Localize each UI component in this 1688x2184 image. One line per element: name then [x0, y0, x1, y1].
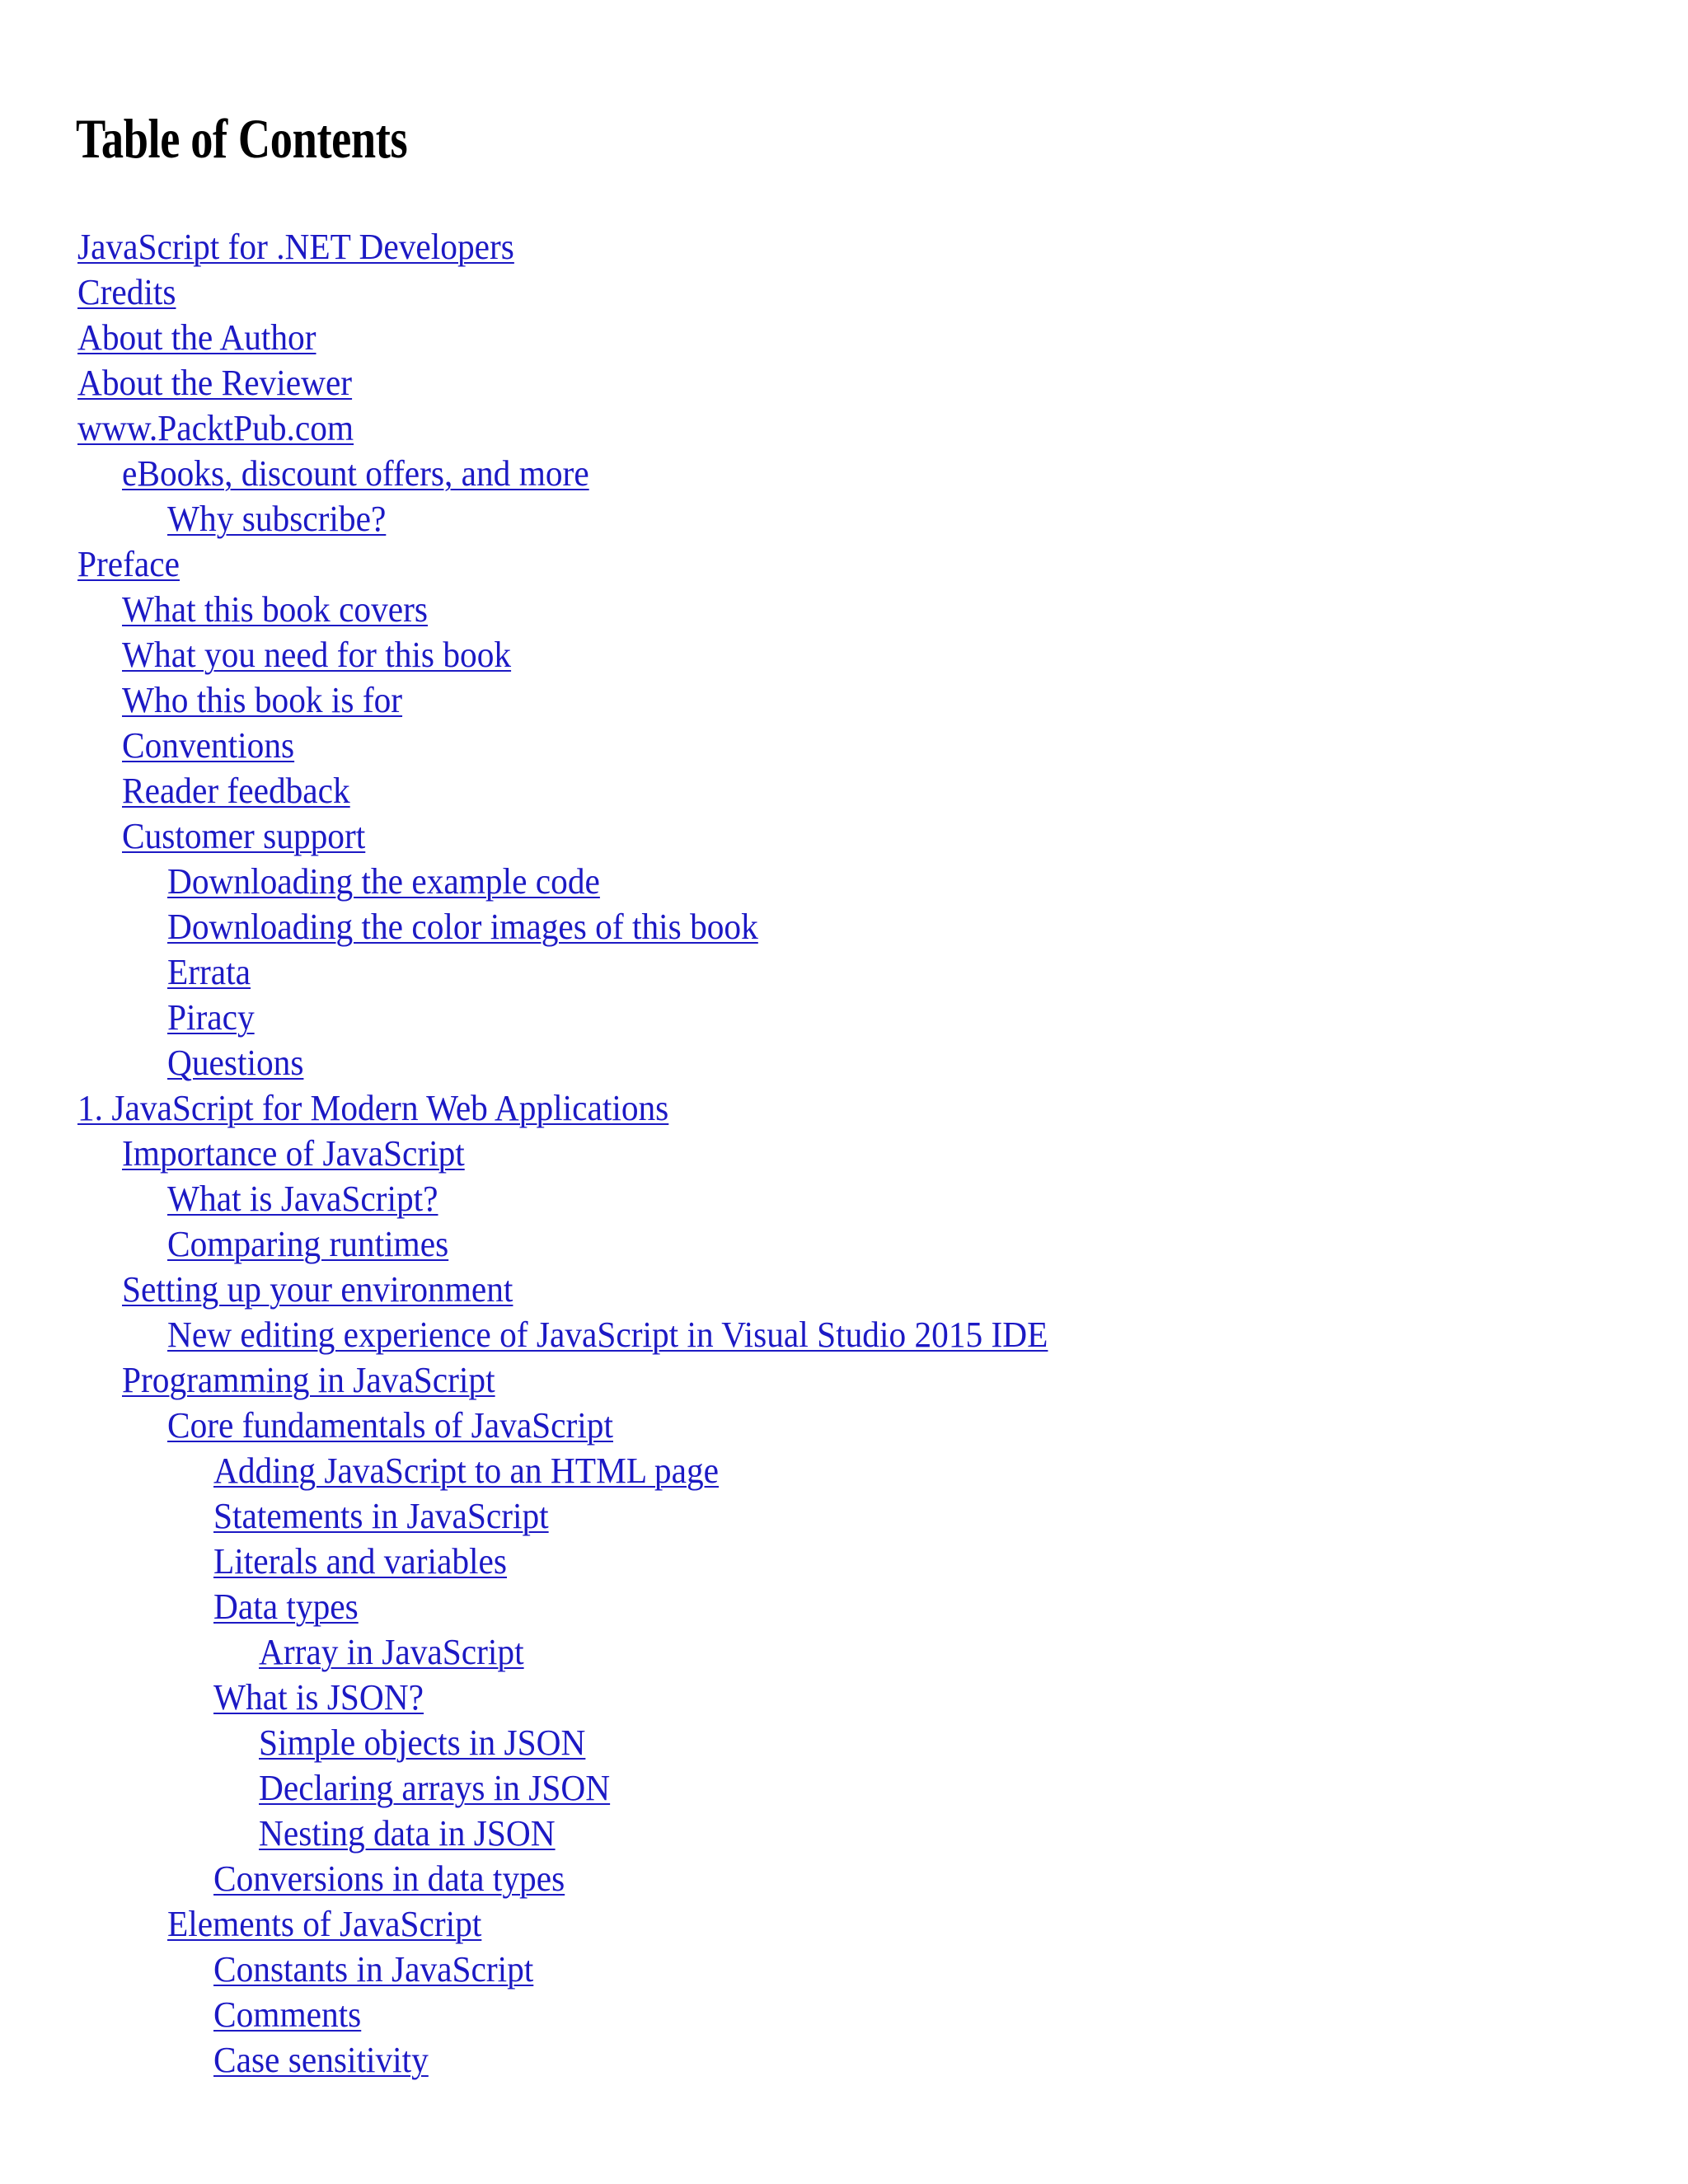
toc-entry	[0, 1403, 1688, 1448]
toc-entry	[0, 949, 1688, 995]
toc-link[interactable]: Conversions in data types	[213, 1858, 565, 1899]
toc-entry	[0, 1629, 1688, 1675]
toc-link[interactable]: About the Author	[77, 317, 316, 358]
toc-link[interactable]: 1. JavaScript for Modern Web Applications	[77, 1088, 669, 1128]
toc-link[interactable]: What is JavaScript?	[167, 1179, 438, 1219]
toc-entry	[0, 632, 1688, 677]
toc-entry	[0, 451, 1688, 496]
toc-entry	[0, 1176, 1688, 1221]
toc-entry	[0, 1040, 1688, 1085]
toc-link[interactable]: Data types	[213, 1586, 359, 1627]
toc-link[interactable]: Importance of JavaScript	[122, 1133, 465, 1174]
toc-link[interactable]: What is JSON?	[213, 1677, 424, 1718]
toc-link[interactable]: Comments	[213, 1994, 362, 2035]
toc-entry	[0, 813, 1688, 859]
toc-entry	[0, 1539, 1688, 1584]
toc-entry	[0, 1221, 1688, 1267]
page-title: Table of Contents	[76, 106, 408, 170]
toc-entry	[0, 1131, 1688, 1176]
toc-link[interactable]: New editing experience of JavaScript in Visual Studio 2015 IDE	[167, 1315, 1048, 1355]
toc-entry	[0, 1584, 1688, 1629]
toc-entry	[0, 1811, 1688, 1856]
toc-link[interactable]: Setting up your environment	[122, 1269, 513, 1310]
toc-link[interactable]: Conventions	[122, 725, 295, 766]
toc-entry	[0, 904, 1688, 949]
toc-link[interactable]: Array in JavaScript	[259, 1632, 524, 1672]
toc-link[interactable]: Why subscribe?	[167, 499, 387, 539]
toc-entry	[0, 677, 1688, 723]
toc-entry	[0, 587, 1688, 632]
toc-entry	[0, 1901, 1688, 1947]
toc-entry	[0, 1267, 1688, 1312]
toc-link[interactable]: www.PacktPub.com	[77, 408, 354, 448]
toc-entry	[0, 224, 1688, 269]
toc-link[interactable]: Constants in JavaScript	[213, 1949, 534, 1990]
toc-link[interactable]: Literals and variables	[213, 1541, 508, 1582]
toc-link[interactable]: Case sensitivity	[213, 2040, 429, 2080]
toc-link[interactable]: Who this book is for	[122, 680, 403, 720]
toc-entry	[0, 1312, 1688, 1357]
toc-entry	[0, 1357, 1688, 1403]
toc-link[interactable]: Downloading the color images of this book	[167, 907, 758, 947]
toc-entry	[0, 360, 1688, 405]
toc-link[interactable]: Piracy	[167, 997, 255, 1038]
toc-link[interactable]: Core fundamentals of JavaScript	[167, 1405, 613, 1446]
toc-link[interactable]: Programming in JavaScript	[122, 1360, 495, 1400]
toc-entry	[0, 541, 1688, 587]
toc-entry	[0, 768, 1688, 813]
toc-link[interactable]: eBooks, discount offers, and more	[122, 453, 589, 494]
toc-link[interactable]: Nesting data in JSON	[259, 1813, 556, 1854]
toc-entry	[0, 1992, 1688, 2037]
toc-link[interactable]: Elements of JavaScript	[167, 1904, 482, 1944]
toc-link[interactable]: Adding JavaScript to an HTML page	[213, 1451, 719, 1491]
toc-entry	[0, 496, 1688, 541]
toc-entry	[0, 1675, 1688, 1720]
toc-entry	[0, 405, 1688, 451]
toc-link[interactable]: Downloading the example code	[167, 861, 600, 902]
toc-entry	[0, 269, 1688, 315]
toc-entry	[0, 1765, 1688, 1811]
toc-entry	[0, 2037, 1688, 2083]
toc-link[interactable]: Questions	[167, 1043, 304, 1083]
toc-entry	[0, 859, 1688, 904]
toc-entry	[0, 1493, 1688, 1539]
toc-link[interactable]: Declaring arrays in JSON	[259, 1768, 611, 1808]
toc-link[interactable]: Customer support	[122, 816, 366, 856]
toc-link[interactable]: Credits	[77, 272, 176, 312]
toc-link[interactable]: Comparing runtimes	[167, 1224, 449, 1264]
toc-link[interactable]: What this book covers	[122, 589, 429, 630]
toc-link[interactable]: Statements in JavaScript	[213, 1496, 549, 1536]
toc-link[interactable]: About the Reviewer	[77, 363, 353, 403]
table-of-contents-list	[0, 224, 1688, 2083]
toc-entry	[0, 1856, 1688, 1901]
toc-entry	[0, 1947, 1688, 1992]
toc-entry	[0, 995, 1688, 1040]
toc-link[interactable]: Simple objects in JSON	[259, 1722, 586, 1763]
toc-link[interactable]: Errata	[167, 952, 251, 992]
toc-entry	[0, 1448, 1688, 1493]
toc-entry	[0, 1720, 1688, 1765]
toc-entry	[0, 1085, 1688, 1131]
toc-link[interactable]: Preface	[77, 544, 180, 584]
toc-link[interactable]: What you need for this book	[122, 635, 512, 675]
toc-link[interactable]: JavaScript for .NET Developers	[77, 227, 514, 267]
toc-entry	[0, 723, 1688, 768]
toc-entry	[0, 315, 1688, 360]
toc-link[interactable]: Reader feedback	[122, 771, 350, 811]
